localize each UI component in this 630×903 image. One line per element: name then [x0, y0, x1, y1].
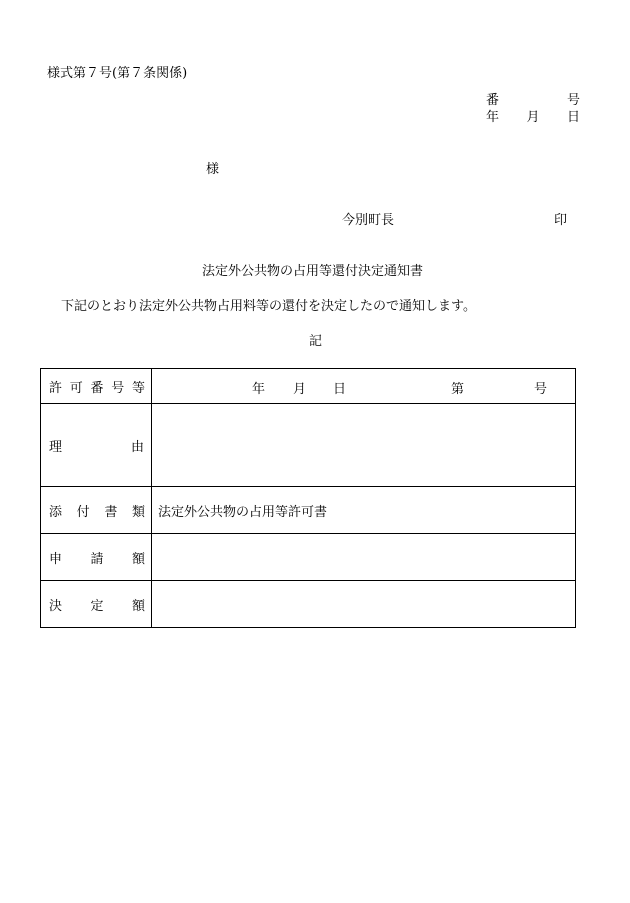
reason-label: 理 由: [49, 439, 144, 455]
attachments-value: 法定外公共物の占用等許可書: [158, 504, 328, 520]
decided-amount-row: [41, 581, 576, 628]
permit-year: 年: [252, 382, 266, 397]
document-title: 法定外公共物の占用等還付決定通知書: [202, 264, 424, 279]
decided-label-cell: [41, 581, 152, 628]
reason-row: [41, 404, 576, 487]
permit-month: 月: [293, 382, 307, 397]
attachments-label: 添 付 書 類: [49, 504, 145, 520]
seal-mark: 印: [554, 213, 568, 228]
applied-value-cell: [152, 534, 576, 581]
addressee-suffix: 様: [206, 162, 220, 177]
issue-date-row: [486, 110, 580, 126]
decided-value-cell: [152, 581, 576, 628]
ban-label: 番: [486, 93, 500, 108]
reason-value-cell: [152, 404, 576, 487]
permit-label: 許 可 番 号 等: [49, 380, 145, 396]
reason-label-cell: [41, 404, 152, 487]
month-label: 月: [526, 110, 540, 125]
permit-dai: 第: [451, 382, 465, 397]
attachments-row: [41, 487, 576, 534]
attachments-value-cell: [152, 487, 576, 534]
form-number: 様式第７号(第７条関係): [47, 66, 188, 81]
day-label: 日: [566, 110, 580, 125]
go-label: 号: [566, 93, 580, 108]
applied-amount-row: [41, 534, 576, 581]
permit-label-cell: [41, 369, 152, 404]
decided-label: 決 定 額: [49, 598, 145, 614]
body-text: 下記のとおり法定外公共物占用料等の還付を決定したので通知します。: [61, 299, 476, 314]
attachments-label-cell: [41, 487, 152, 534]
permit-go: 号: [534, 382, 548, 397]
permit-value-cell: [152, 369, 576, 404]
permit-row: [41, 369, 576, 404]
year-label: 年: [486, 110, 500, 125]
record-table: [40, 368, 576, 628]
permit-day: 日: [333, 382, 347, 397]
reference-number-row: [486, 93, 580, 109]
applied-label: 申 請 額: [49, 551, 145, 567]
applied-label-cell: [41, 534, 152, 581]
issuer-title: 今別町長: [342, 213, 395, 228]
ki-heading: 記: [309, 334, 323, 349]
